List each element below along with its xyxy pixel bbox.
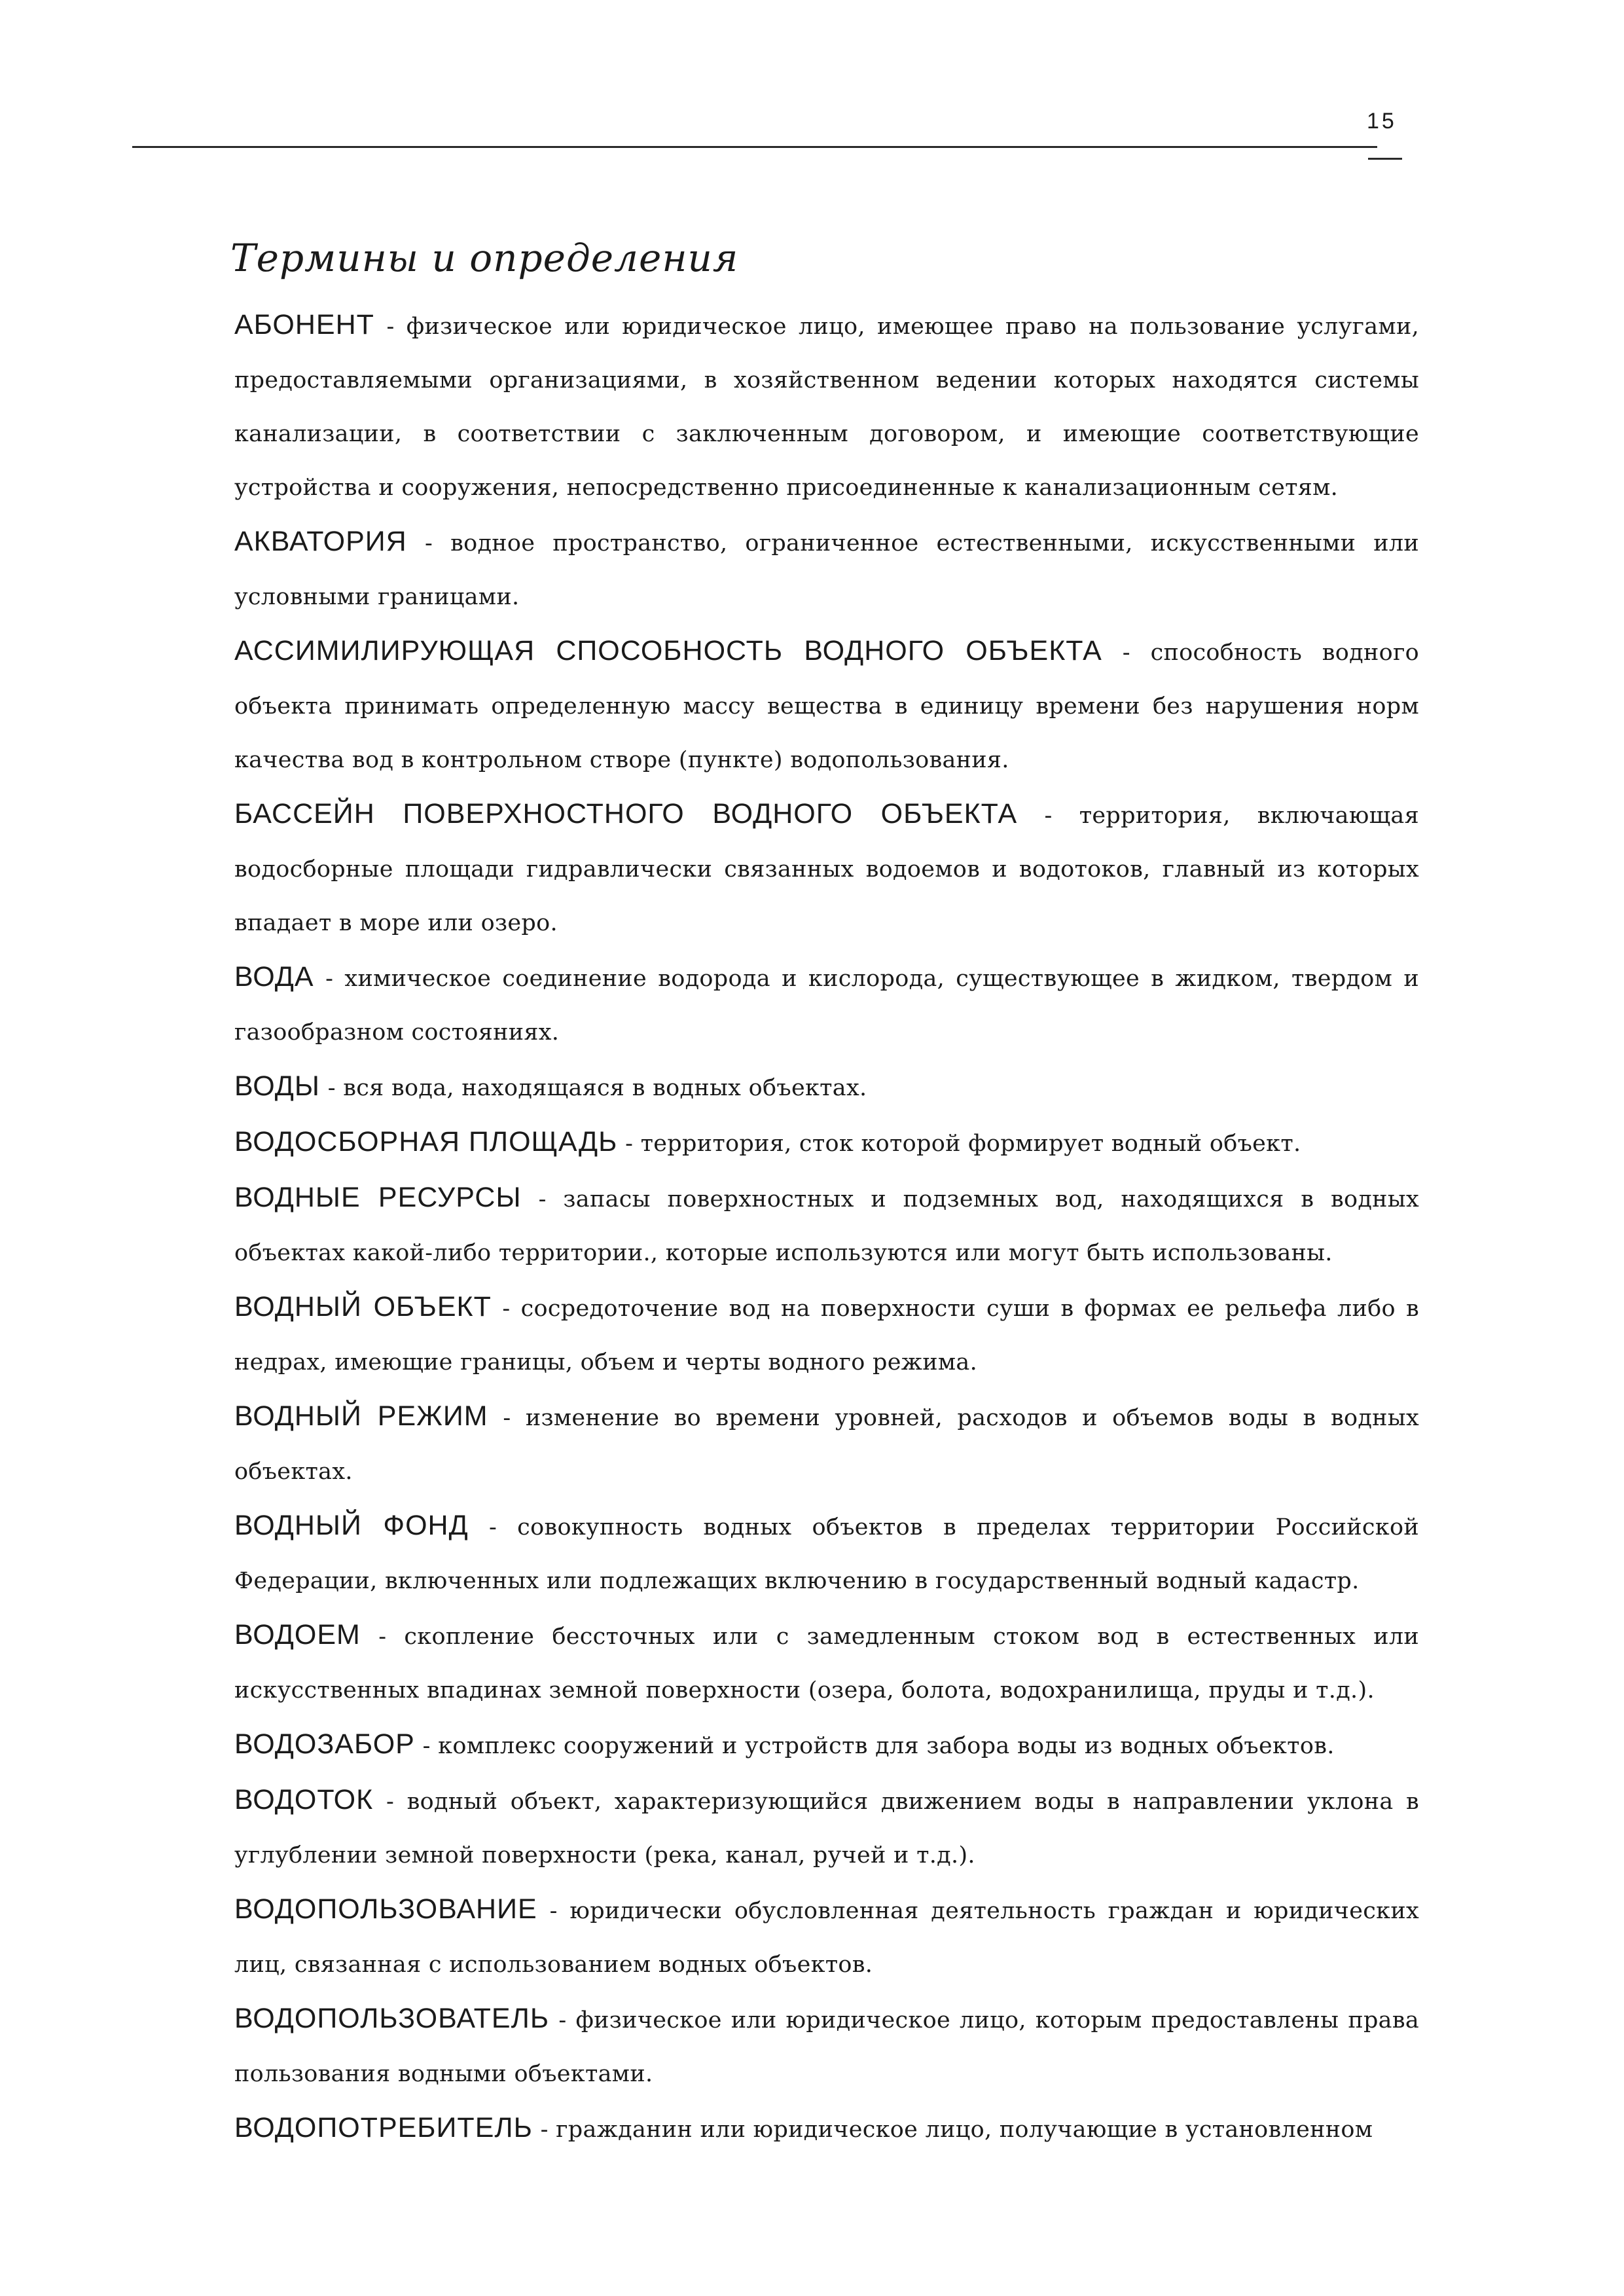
definition-entry <box>234 1280 1419 1389</box>
entry-definition: - запасы поверхностных и подземных вод, находящихся в водных объектах какой-либо территории., которые используются или могут быть использованы. <box>234 1186 1420 1266</box>
entry-term: АБОНЕНТ <box>234 309 374 340</box>
definition-entry <box>234 1499 1419 1608</box>
definition-entry <box>234 1773 1419 1882</box>
entry-term: АССИМИЛИРУЮЩАЯ СПОСОБНОСТЬ ВОДНОГО ОБЪЕКТА <box>234 635 1102 666</box>
entry-definition: - вся вода, находящаяся в водных объектах. <box>327 1075 867 1101</box>
definition-entry <box>234 1608 1419 1717</box>
header-rule <box>132 146 1377 148</box>
entry-term: ВОДОЕМ <box>234 1619 361 1650</box>
definition-entry <box>234 1992 1419 2101</box>
definition-entry <box>234 1115 1419 1171</box>
definition-entry <box>234 1389 1419 1499</box>
entry-definition: - изменение во времени уровней, расходов и объемов воды в водных объектах. <box>234 1405 1419 1485</box>
entry-term: ВОДНЫЕ РЕСУРСЫ <box>234 1182 522 1213</box>
entry-definition: - физическое или юридическое лицо, имеющее право на пользование услугами, предоставляемыми организациями, в хозяйственном ведении которых находятся системы канализации, в соответствии с заключенным договором, и имеющие соответствующие устройства и сооружения, непосредственно присоединенные к канализационным сетям. <box>234 314 1419 501</box>
entry-definition: - территория, включающая водосборные площади гидравлически связанных водоемов и водотоков, главный из которых впадает в море или озеро. <box>234 803 1419 936</box>
definition-entry <box>234 1059 1419 1115</box>
definition-entry <box>234 2101 1419 2157</box>
definition-entry <box>234 515 1419 624</box>
entry-term: ВОДА <box>234 961 314 993</box>
entry-term: ВОДОЗАБОР <box>234 1728 415 1760</box>
entry-definition: - физическое или юридическое лицо, которым предоставлены права пользования водными объектами. <box>234 2007 1419 2087</box>
section-title: Термины и определения <box>230 236 739 280</box>
entry-definition: - химическое соединение водорода и кислорода, существующее в жидком, твердом и газообразном состояниях. <box>234 966 1419 1046</box>
entry-term: ВОДНЫЙ РЕЖИМ <box>234 1400 488 1432</box>
definition-entry <box>234 950 1419 1059</box>
definition-entry <box>234 1882 1419 1992</box>
definition-entry <box>234 787 1419 950</box>
entry-definition: - юридически обусловленная деятельность граждан и юридических лиц, связанная с использованием водных объектов. <box>234 1898 1420 1978</box>
definitions-list <box>234 298 1419 2157</box>
entry-term: ВОДОПОТРЕБИТЕЛЬ <box>234 2112 533 2143</box>
entry-term: ВОДЫ <box>234 1070 320 1102</box>
entry-term: ВОДОТОК <box>234 1784 374 1815</box>
entry-definition: - территория, сток которой формирует водный объект. <box>625 1131 1301 1157</box>
entry-definition: - гражданин или юридическое лицо, получающие в установленном <box>540 2117 1373 2143</box>
entry-definition: - способность водного объекта принимать определенную массу вещества в единицу времени без нарушения норм качества вод в контрольном створе (пункте) водопользования. <box>234 640 1420 773</box>
page-number: 15 <box>1367 109 1397 134</box>
entry-definition: - водный объект, характеризующийся движением воды в направлении уклона в углублении земной поверхности (река, канал, ручей и т.д.). <box>234 1789 1420 1868</box>
entry-definition: - сосредоточение вод на поверхности суши в формах ее рельефа либо в недрах, имеющие границы, объем и черты водного режима. <box>234 1296 1420 1376</box>
entry-definition: - совокупность водных объектов в пределах территории Российской Федерации, включенных или подлежащих включению в государственный водный кадастр. <box>234 1514 1419 1594</box>
entry-term: ВОДНЫЙ ФОНД <box>234 1510 469 1541</box>
definition-entry <box>234 1717 1419 1773</box>
definition-entry <box>234 624 1419 787</box>
definition-entry <box>234 1171 1419 1280</box>
entry-term: ВОДНЫЙ ОБЪЕКТ <box>234 1291 492 1322</box>
entry-term: БАССЕЙН ПОВЕРХНОСТНОГО ВОДНОГО ОБЪЕКТА <box>234 798 1018 829</box>
entry-term: ВОДОПОЛЬЗОВАНИЕ <box>234 1893 537 1925</box>
entry-definition: - комплекс сооружений и устройств для забора воды из водных объектов. <box>422 1733 1335 1759</box>
entry-definition: - скопление бессточных или с замедленным стоком вод в естественных или искусственных впадинах земной поверхности (озера, болота, водохранилища, пруды и т.д.). <box>234 1624 1419 1704</box>
entry-definition: - водное пространство, ограниченное естественными, искусственными или условными границами. <box>234 530 1419 610</box>
entry-term: ВОДОСБОРНАЯ ПЛОЩАДЬ <box>234 1126 618 1157</box>
definition-entry <box>234 298 1419 515</box>
header-rule-tail <box>1368 158 1402 160</box>
entry-term: АКВАТОРИЯ <box>234 526 407 557</box>
entry-term: ВОДОПОЛЬЗОВАТЕЛЬ <box>234 2003 550 2034</box>
